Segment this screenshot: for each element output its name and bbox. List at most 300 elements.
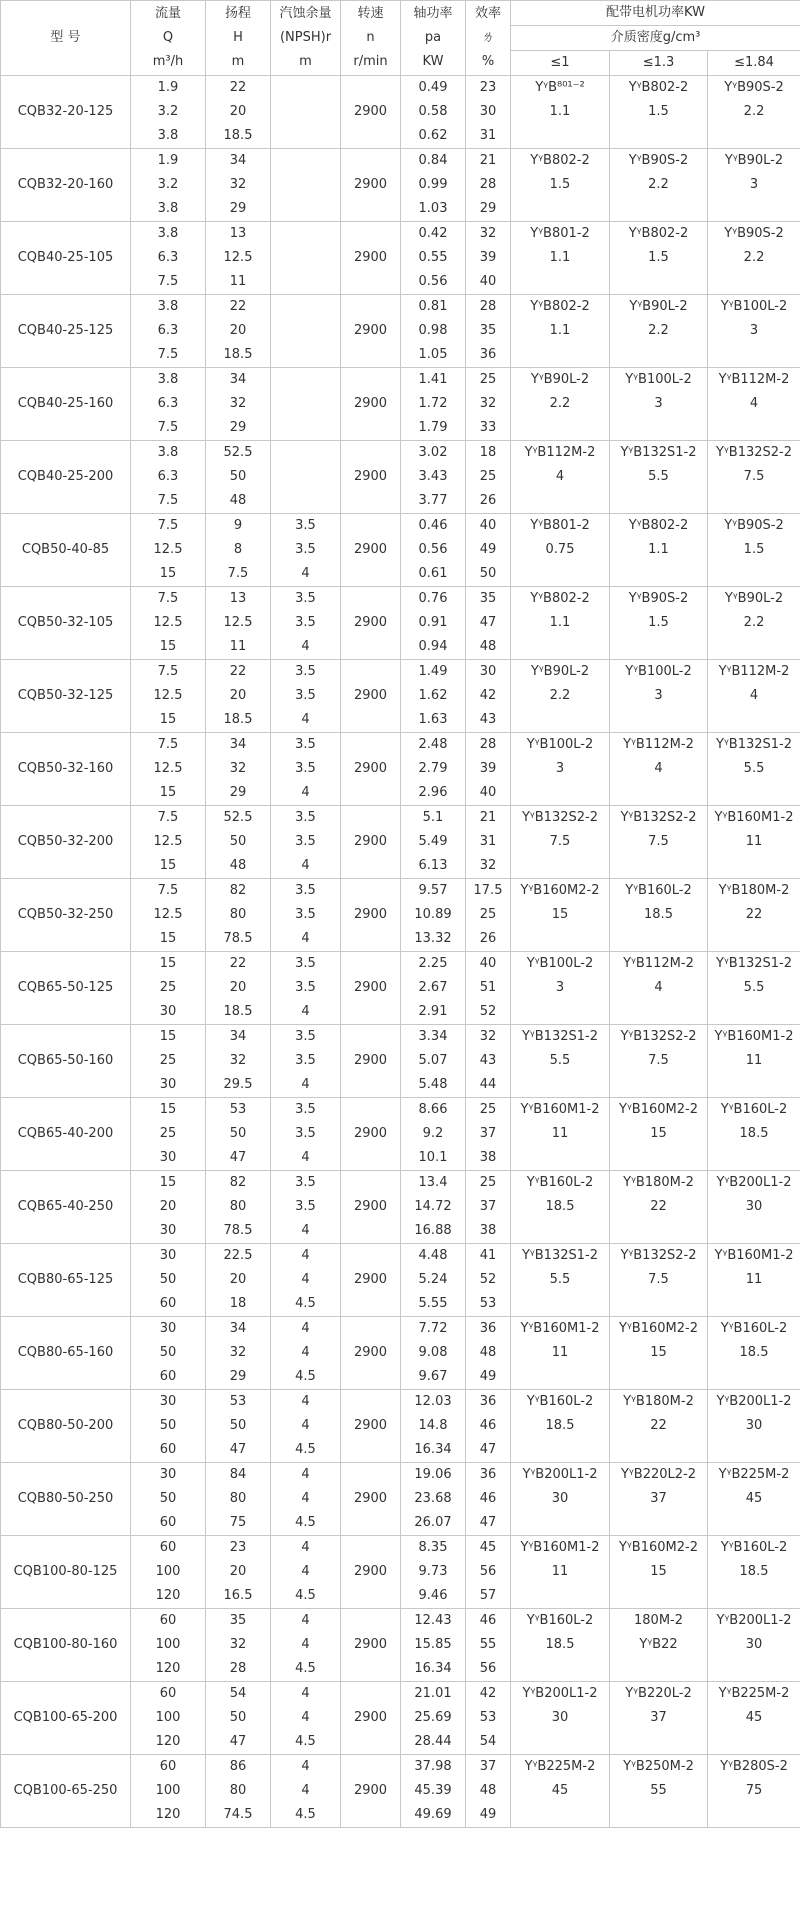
shaft-power-cell: 0.56 — [401, 270, 466, 295]
empty-cell — [511, 635, 610, 660]
shaft-power-cell: 0.46 — [401, 514, 466, 539]
table-row — [1, 733, 800, 758]
motor-model-cell: YᵞB90L-2 — [610, 295, 708, 320]
motor-model-cell: YᵞB132S2-2 — [610, 1244, 708, 1269]
efficiency-cell: 21 — [466, 806, 511, 831]
empty-cell — [511, 1146, 610, 1171]
flow-cell: 30 — [131, 1146, 206, 1171]
motor-kw-cell: 1.1 — [610, 538, 708, 562]
npsh-cell — [271, 343, 341, 368]
motor-kw-cell: 2.2 — [511, 684, 610, 708]
efficiency-cell: 54 — [466, 1730, 511, 1755]
model-cell: CQB50-32-105 — [1, 587, 131, 660]
speed-cell: 2900 — [341, 1171, 401, 1244]
motor-model-cell: YᵞB90L-2 — [511, 660, 610, 685]
head-cell: 52.5 — [206, 441, 271, 466]
head-cell: 47 — [206, 1438, 271, 1463]
table-body — [1, 76, 800, 1828]
shaft-power-cell: 14.8 — [401, 1414, 466, 1438]
shaft-power-cell: 13.4 — [401, 1171, 466, 1196]
motor-kw-cell: 4 — [511, 465, 610, 489]
npsh-cell: 4 — [271, 1390, 341, 1415]
flow-cell: 60 — [131, 1755, 206, 1780]
shaft-power-cell: 6.13 — [401, 854, 466, 879]
npsh-cell — [271, 173, 341, 197]
empty-cell — [610, 1657, 708, 1682]
motor-kw-cell: 22 — [610, 1414, 708, 1438]
speed-cell: 2900 — [341, 1463, 401, 1536]
flow-cell: 30 — [131, 1219, 206, 1244]
shaft-power-cell: 5.48 — [401, 1073, 466, 1098]
flow-cell: 30 — [131, 1000, 206, 1025]
empty-cell — [708, 927, 800, 952]
head-cell: 29 — [206, 416, 271, 441]
motor-kw-cell: 18.5 — [610, 903, 708, 927]
flow-cell: 30 — [131, 1463, 206, 1488]
table-row — [1, 1025, 800, 1050]
efficiency-cell: 17.5 — [466, 879, 511, 904]
npsh-cell: 3.5 — [271, 611, 341, 635]
header-density-col: ≤1.84 — [708, 51, 800, 76]
flow-cell: 15 — [131, 781, 206, 806]
table-row — [1, 1682, 800, 1707]
efficiency-cell: 41 — [466, 1244, 511, 1269]
npsh-cell: 4 — [271, 781, 341, 806]
head-cell: 34 — [206, 368, 271, 393]
npsh-cell: 3.5 — [271, 830, 341, 854]
shaft-power-cell: 0.99 — [401, 173, 466, 197]
empty-cell — [610, 124, 708, 149]
shaft-power-cell: 45.39 — [401, 1779, 466, 1803]
head-cell: 11 — [206, 635, 271, 660]
efficiency-cell: 46 — [466, 1487, 511, 1511]
empty-cell — [708, 1511, 800, 1536]
head-cell: 82 — [206, 1171, 271, 1196]
npsh-cell: 3.5 — [271, 952, 341, 977]
flow-cell: 15 — [131, 927, 206, 952]
motor-kw-cell: 0.75 — [511, 538, 610, 562]
efficiency-cell: 51 — [466, 976, 511, 1000]
head-cell: 53 — [206, 1098, 271, 1123]
motor-kw-cell: 37 — [610, 1487, 708, 1511]
head-cell: 48 — [206, 489, 271, 514]
motor-kw-cell: 18.5 — [511, 1414, 610, 1438]
motor-kw-cell: 5.5 — [511, 1049, 610, 1073]
speed-cell: 2900 — [341, 76, 401, 149]
motor-kw-cell: 30 — [708, 1633, 800, 1657]
flow-cell: 6.3 — [131, 246, 206, 270]
flow-cell: 6.3 — [131, 465, 206, 489]
head-cell: 22 — [206, 76, 271, 101]
shaft-power-cell: 10.1 — [401, 1146, 466, 1171]
npsh-cell: 4.5 — [271, 1730, 341, 1755]
speed-cell: 2900 — [341, 952, 401, 1025]
npsh-cell: 4 — [271, 927, 341, 952]
npsh-cell: 4.5 — [271, 1511, 341, 1536]
motor-model-cell: YᵞB132S1-2 — [708, 733, 800, 758]
table-row — [1, 1244, 800, 1269]
table-row — [1, 149, 800, 174]
shaft-power-cell: 5.1 — [401, 806, 466, 831]
shaft-power-cell: 21.01 — [401, 1682, 466, 1707]
shaft-power-cell: 2.79 — [401, 757, 466, 781]
npsh-cell — [271, 368, 341, 393]
motor-model-cell: YᵞB160L-2 — [708, 1317, 800, 1342]
efficiency-cell: 28 — [466, 295, 511, 320]
efficiency-cell: 40 — [466, 952, 511, 977]
efficiency-cell: 48 — [466, 635, 511, 660]
model-cell: CQB100-80-160 — [1, 1609, 131, 1682]
efficiency-cell: 47 — [466, 611, 511, 635]
npsh-cell: 3.5 — [271, 1122, 341, 1146]
head-cell: 47 — [206, 1146, 271, 1171]
efficiency-cell: 25 — [466, 368, 511, 393]
head-cell: 50 — [206, 830, 271, 854]
efficiency-cell: 36 — [466, 1463, 511, 1488]
empty-cell — [708, 1365, 800, 1390]
motor-kw-cell: 18.5 — [708, 1341, 800, 1365]
head-cell: 29 — [206, 1365, 271, 1390]
flow-cell: 60 — [131, 1365, 206, 1390]
motor-kw-cell: 30 — [511, 1487, 610, 1511]
empty-cell — [511, 197, 610, 222]
motor-kw-cell: 15 — [610, 1341, 708, 1365]
motor-model-cell: YᵞB160M2-2 — [610, 1317, 708, 1342]
motor-kw-cell: 3 — [610, 684, 708, 708]
table-row — [1, 1755, 800, 1780]
head-cell: 20 — [206, 100, 271, 124]
shaft-power-cell: 9.08 — [401, 1341, 466, 1365]
shaft-power-cell: 9.73 — [401, 1560, 466, 1584]
head-cell: 7.5 — [206, 562, 271, 587]
efficiency-cell: 28 — [466, 733, 511, 758]
efficiency-cell: 40 — [466, 270, 511, 295]
motor-model-cell: YᵞB132S1-2 — [511, 1025, 610, 1050]
efficiency-cell: 38 — [466, 1219, 511, 1244]
efficiency-cell: 30 — [466, 660, 511, 685]
empty-cell — [511, 1438, 610, 1463]
flow-cell: 3.8 — [131, 124, 206, 149]
shaft-power-cell: 9.67 — [401, 1365, 466, 1390]
speed-cell: 2900 — [341, 1755, 401, 1828]
efficiency-cell: 52 — [466, 1268, 511, 1292]
model-cell: CQB65-40-200 — [1, 1098, 131, 1171]
table-row — [1, 295, 800, 320]
flow-cell: 7.5 — [131, 879, 206, 904]
flow-cell: 50 — [131, 1341, 206, 1365]
flow-cell: 3.8 — [131, 441, 206, 466]
motor-kw-cell: 2.2 — [708, 611, 800, 635]
motor-kw-cell: 30 — [708, 1414, 800, 1438]
head-cell: 80 — [206, 903, 271, 927]
head-cell: 12.5 — [206, 611, 271, 635]
shaft-power-cell: 1.41 — [401, 368, 466, 393]
speed-cell: 2900 — [341, 806, 401, 879]
efficiency-cell: 55 — [466, 1633, 511, 1657]
head-cell: 80 — [206, 1779, 271, 1803]
shaft-power-cell: 0.91 — [401, 611, 466, 635]
npsh-cell: 4.5 — [271, 1657, 341, 1682]
motor-model-cell: YᵞB802-2 — [610, 76, 708, 101]
table-row — [1, 587, 800, 612]
table-row — [1, 1463, 800, 1488]
efficiency-cell: 26 — [466, 927, 511, 952]
shaft-power-cell: 0.84 — [401, 149, 466, 174]
empty-cell — [708, 708, 800, 733]
header-speed: 转速 n r/min — [341, 1, 401, 76]
efficiency-cell: 26 — [466, 489, 511, 514]
motor-model-cell: YᵞB90S-2 — [610, 149, 708, 174]
npsh-cell — [271, 149, 341, 174]
empty-cell — [511, 927, 610, 952]
motor-kw-cell: 4 — [708, 684, 800, 708]
shaft-power-cell: 9.46 — [401, 1584, 466, 1609]
motor-kw-cell: 1.5 — [610, 611, 708, 635]
motor-model-cell: YᵞB100L-2 — [610, 660, 708, 685]
npsh-cell: 4.5 — [271, 1292, 341, 1317]
motor-model-cell: YᵞB200L1-2 — [511, 1463, 610, 1488]
efficiency-cell: 43 — [466, 1049, 511, 1073]
empty-cell — [511, 562, 610, 587]
motor-model-cell: YᵞB90L-2 — [708, 587, 800, 612]
table-row — [1, 1390, 800, 1415]
empty-cell — [610, 1000, 708, 1025]
head-cell: 32 — [206, 1633, 271, 1657]
npsh-cell: 4.5 — [271, 1365, 341, 1390]
flow-cell: 120 — [131, 1584, 206, 1609]
motor-model-cell: 180M-2 — [610, 1609, 708, 1634]
motor-model-cell: YᵞB802-2 — [610, 222, 708, 247]
empty-cell — [708, 124, 800, 149]
head-cell: 35 — [206, 1609, 271, 1634]
flow-cell: 7.5 — [131, 806, 206, 831]
motor-model-cell: YᵞB160M1-2 — [511, 1317, 610, 1342]
empty-cell — [708, 343, 800, 368]
motor-model-cell: YᵞB160L-2 — [511, 1171, 610, 1196]
head-cell: 32 — [206, 757, 271, 781]
motor-model-cell: YᵞB160M1-2 — [511, 1536, 610, 1561]
head-cell: 18.5 — [206, 1000, 271, 1025]
efficiency-cell: 36 — [466, 1317, 511, 1342]
efficiency-cell: 44 — [466, 1073, 511, 1098]
flow-cell: 7.5 — [131, 343, 206, 368]
model-cell: CQB50-40-85 — [1, 514, 131, 587]
npsh-cell — [271, 465, 341, 489]
efficiency-cell: 25 — [466, 1098, 511, 1123]
head-cell: 23 — [206, 1536, 271, 1561]
motor-kw-cell: 2.2 — [610, 319, 708, 343]
npsh-cell: 3.5 — [271, 1195, 341, 1219]
empty-cell — [708, 1219, 800, 1244]
flow-cell: 60 — [131, 1292, 206, 1317]
flow-cell: 3.8 — [131, 295, 206, 320]
flow-cell: 3.8 — [131, 368, 206, 393]
flow-cell: 12.5 — [131, 903, 206, 927]
npsh-cell: 4 — [271, 562, 341, 587]
npsh-cell: 4 — [271, 1755, 341, 1780]
motor-model-cell: YᵞB225M-2 — [511, 1755, 610, 1780]
motor-model-cell: YᵞB200L1-2 — [511, 1682, 610, 1707]
npsh-cell — [271, 489, 341, 514]
head-cell: 80 — [206, 1195, 271, 1219]
efficiency-cell: 23 — [466, 76, 511, 101]
efficiency-cell: 31 — [466, 830, 511, 854]
motor-kw-cell: 15 — [610, 1560, 708, 1584]
efficiency-cell: 32 — [466, 1025, 511, 1050]
model-cell: CQB40-25-160 — [1, 368, 131, 441]
shaft-power-cell: 3.77 — [401, 489, 466, 514]
head-cell: 29 — [206, 197, 271, 222]
empty-cell — [708, 416, 800, 441]
shaft-power-cell: 1.03 — [401, 197, 466, 222]
shaft-power-cell: 1.49 — [401, 660, 466, 685]
head-cell: 53 — [206, 1390, 271, 1415]
npsh-cell — [271, 392, 341, 416]
npsh-cell: 3.5 — [271, 1171, 341, 1196]
motor-kw-cell: 1.5 — [708, 538, 800, 562]
empty-cell — [708, 1657, 800, 1682]
shaft-power-cell: 5.49 — [401, 830, 466, 854]
model-cell: CQB40-25-105 — [1, 222, 131, 295]
empty-cell — [708, 635, 800, 660]
speed-cell: 2900 — [341, 660, 401, 733]
efficiency-cell: 40 — [466, 781, 511, 806]
head-cell: 32 — [206, 1341, 271, 1365]
npsh-cell: 4 — [271, 1779, 341, 1803]
shaft-power-cell: 0.94 — [401, 635, 466, 660]
efficiency-cell: 56 — [466, 1657, 511, 1682]
npsh-cell: 4 — [271, 1000, 341, 1025]
npsh-cell: 3.5 — [271, 1025, 341, 1050]
npsh-cell: 3.5 — [271, 976, 341, 1000]
head-cell: 8 — [206, 538, 271, 562]
motor-kw-cell: 1.5 — [610, 246, 708, 270]
flow-cell: 3.2 — [131, 173, 206, 197]
empty-cell — [708, 1584, 800, 1609]
shaft-power-cell: 2.96 — [401, 781, 466, 806]
shaft-power-cell: 0.61 — [401, 562, 466, 587]
efficiency-cell: 32 — [466, 222, 511, 247]
shaft-power-cell: 7.72 — [401, 1317, 466, 1342]
motor-kw-cell: 1.5 — [511, 173, 610, 197]
flow-cell: 30 — [131, 1317, 206, 1342]
efficiency-cell: 49 — [466, 538, 511, 562]
efficiency-cell: 46 — [466, 1414, 511, 1438]
empty-cell — [511, 489, 610, 514]
motor-kw-cell: 22 — [610, 1195, 708, 1219]
motor-kw-cell: 1.5 — [610, 100, 708, 124]
efficiency-cell: 49 — [466, 1365, 511, 1390]
efficiency-cell: 53 — [466, 1706, 511, 1730]
model-cell: CQB100-65-200 — [1, 1682, 131, 1755]
npsh-cell — [271, 246, 341, 270]
motor-kw-cell: 45 — [511, 1779, 610, 1803]
table-header — [1, 1, 800, 76]
head-cell: 50 — [206, 1414, 271, 1438]
empty-cell — [610, 635, 708, 660]
head-cell: 78.5 — [206, 927, 271, 952]
motor-kw-cell: 3 — [511, 757, 610, 781]
npsh-cell — [271, 270, 341, 295]
shaft-power-cell: 12.03 — [401, 1390, 466, 1415]
shaft-power-cell: 0.81 — [401, 295, 466, 320]
empty-cell — [708, 1292, 800, 1317]
head-cell: 16.5 — [206, 1584, 271, 1609]
shaft-power-cell: 16.34 — [401, 1438, 466, 1463]
empty-cell — [511, 1584, 610, 1609]
head-cell: 20 — [206, 1560, 271, 1584]
shaft-power-cell: 37.98 — [401, 1755, 466, 1780]
motor-model-cell: YᵞB90S-2 — [610, 587, 708, 612]
motor-model-cell: YᵞB200L1-2 — [708, 1171, 800, 1196]
table-row — [1, 1317, 800, 1342]
npsh-cell — [271, 295, 341, 320]
head-cell: 22 — [206, 660, 271, 685]
efficiency-cell: 32 — [466, 392, 511, 416]
motor-kw-cell: 11 — [708, 1268, 800, 1292]
head-cell: 50 — [206, 465, 271, 489]
speed-cell: 2900 — [341, 295, 401, 368]
motor-model-cell: YᵞB280S-2 — [708, 1755, 800, 1780]
motor-kw-cell: 2.2 — [511, 392, 610, 416]
shaft-power-cell: 5.07 — [401, 1049, 466, 1073]
table-row — [1, 806, 800, 831]
header-efficiency: 效率 ㄌ % — [466, 1, 511, 76]
npsh-cell — [271, 222, 341, 247]
motor-kw-cell: 45 — [708, 1487, 800, 1511]
shaft-power-cell: 2.67 — [401, 976, 466, 1000]
empty-cell — [610, 708, 708, 733]
efficiency-cell: 32 — [466, 854, 511, 879]
flow-cell: 30 — [131, 1244, 206, 1269]
flow-cell: 12.5 — [131, 830, 206, 854]
empty-cell — [610, 1219, 708, 1244]
motor-model-cell: YᵞB802-2 — [610, 514, 708, 539]
empty-cell — [708, 562, 800, 587]
efficiency-cell: 47 — [466, 1511, 511, 1536]
shaft-power-cell: 13.32 — [401, 927, 466, 952]
head-cell: 34 — [206, 1025, 271, 1050]
motor-kw-cell: 30 — [511, 1706, 610, 1730]
head-cell: 34 — [206, 1317, 271, 1342]
head-cell: 47 — [206, 1730, 271, 1755]
shaft-power-cell: 10.89 — [401, 903, 466, 927]
motor-kw-cell: 1.1 — [511, 246, 610, 270]
motor-model-cell: YᵞB160M1-2 — [708, 806, 800, 831]
header-model: 型 号 — [1, 1, 131, 76]
npsh-cell — [271, 416, 341, 441]
head-cell: 28 — [206, 1657, 271, 1682]
motor-kw-cell: 5.5 — [708, 976, 800, 1000]
npsh-cell — [271, 197, 341, 222]
motor-model-cell: YᵞB⁸⁰¹⁻² — [511, 76, 610, 101]
empty-cell — [610, 781, 708, 806]
motor-model-cell: YᵞB160L-2 — [708, 1098, 800, 1123]
motor-model-cell: YᵞB100L-2 — [610, 368, 708, 393]
motor-kw-cell: 45 — [708, 1706, 800, 1730]
model-cell: CQB50-32-250 — [1, 879, 131, 952]
efficiency-cell: 37 — [466, 1122, 511, 1146]
motor-model-cell: YᵞB132S1-2 — [511, 1244, 610, 1269]
empty-cell — [610, 1292, 708, 1317]
table-row — [1, 660, 800, 685]
npsh-cell: 4 — [271, 1219, 341, 1244]
speed-cell: 2900 — [341, 1244, 401, 1317]
efficiency-cell: 18 — [466, 441, 511, 466]
flow-cell: 7.5 — [131, 733, 206, 758]
motor-kw-cell: 18.5 — [708, 1122, 800, 1146]
head-cell: 75 — [206, 1511, 271, 1536]
